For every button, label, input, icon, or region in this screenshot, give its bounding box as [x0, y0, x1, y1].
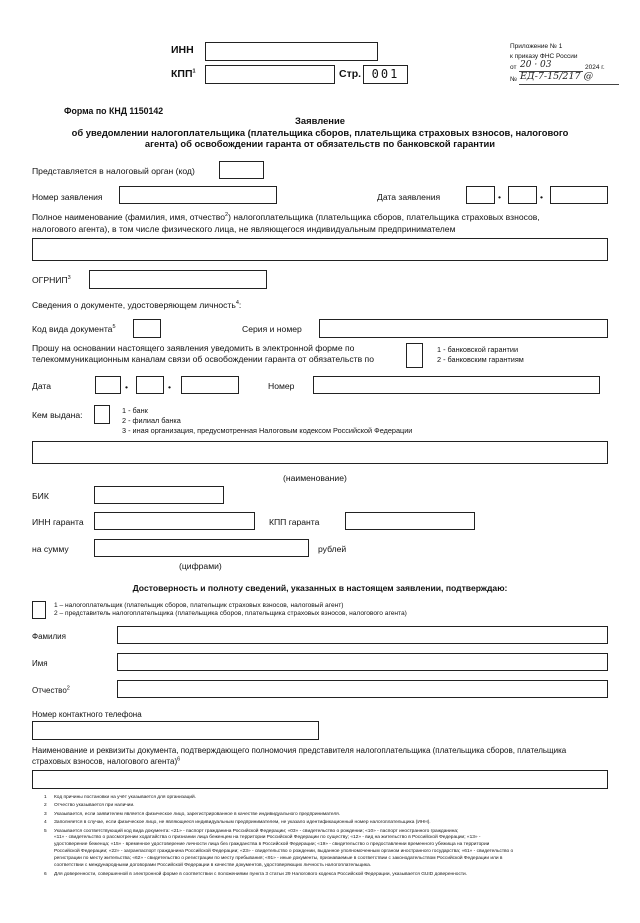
bik-label: БИК [32, 491, 49, 501]
ogrnip-field[interactable] [89, 270, 267, 289]
form-title [0, 115, 640, 150]
phone-field[interactable] [32, 721, 319, 740]
rep-doc-label-line1: Наименование и реквизиты документа, подтверждающего полномочия представителя налогоплательщика (плательщика сборов, плательщика [32, 746, 567, 755]
footnote: 4 Заполняется в случае, если физическое лицо, не являющееся индивидуальным предпринимателем, не указало идентификационный номер налогоплательщика (ИНН). [44, 820, 431, 826]
series-number-field[interactable] [319, 319, 608, 338]
appendix-ot: от [510, 64, 517, 71]
date-dot: • [125, 382, 129, 392]
bik-field[interactable] [94, 486, 224, 504]
date-dot: • [540, 192, 544, 202]
inn-label: ИНН [171, 44, 194, 56]
number-label: Номер [268, 381, 295, 391]
signer-type-field[interactable] [32, 601, 46, 619]
footnote: удостоверение беженца; «15» - временное удостоверение личности лица без гражданства в Российской Федерации; «19» - свидетельство о предоставлении временного убежища на территории [54, 842, 490, 848]
request-option-field[interactable] [406, 343, 423, 368]
date-dot: • [498, 192, 502, 202]
first-name-field[interactable] [117, 653, 608, 671]
guarantor-kpp-label: КПП гаранта [269, 517, 320, 527]
date-year-field[interactable] [181, 376, 239, 394]
footnote-list [32, 795, 608, 880]
application-date-label: Дата заявления [377, 192, 441, 202]
rubles-label: рублей [318, 544, 347, 554]
footnote: «11» - свидетельство о рассмотрении ходатайства о признании лица беженцем на территории Российской Федерации по существу; «12» - вид на жительство в Российской Федерации; «13» - [54, 835, 481, 841]
issuer-name-field[interactable] [32, 441, 608, 464]
number-field[interactable] [313, 376, 600, 394]
guarantor-inn-field[interactable] [94, 512, 255, 530]
tax-authority-label: Представляется в налоговый орган (код) [32, 166, 195, 176]
footnote: регистрации по месту жительства; «62» - свидетельство о регистрации по месту пребывания; «91» - иные документы, признаваемые в соответствии с законодательством Российской Федерации или в [54, 855, 503, 861]
guarantor-inn-label: ИНН гаранта [32, 517, 84, 527]
full-name-label-line2: налогового агента), в том числе физического лица, не являющегося индивидуальным предпринимателем [32, 224, 456, 234]
kpp-label: КПП$^1$ [171, 68, 196, 80]
page-label: Стр. [339, 68, 362, 80]
appendix-number-underline [519, 84, 619, 85]
page-number-field[interactable]: 001 [363, 65, 408, 84]
digits-caption: (цифрами) [179, 561, 222, 571]
surname-label: Фамилия [32, 632, 66, 641]
form-title-line2: об уведомлении налогоплательщика (плательщика сборов, плательщика страховых взносов, налогового [71, 126, 569, 138]
kpp-field[interactable] [205, 65, 335, 84]
identity-doc-label: Сведения о документе, удостоверяющем личность$^4$: [32, 300, 242, 310]
name-caption: (наименование) [283, 473, 347, 483]
inn-field[interactable] [205, 42, 378, 61]
first-name-label: Имя [32, 659, 48, 668]
footnote: соответствии с международными договорами Российской Федерации в качестве документов, удостоверяющих личность налогоплательщика. [54, 862, 372, 868]
amount-label: на сумму [32, 544, 69, 554]
issued-option2: 2 - филиал банка [122, 416, 181, 425]
patronymic-label: Отчество$^2$ [32, 685, 70, 695]
footnote: 2 Отчество указывается при наличии. [44, 803, 135, 809]
application-number-label: Номер заявления [32, 192, 103, 202]
application-date-year[interactable] [550, 186, 608, 204]
date-label: Дата [32, 381, 52, 391]
request-line2: телекоммуникационным каналам связи об освобождении гаранта от обязательств по [32, 354, 374, 364]
appendix-line1: Приложение № 1 [510, 43, 563, 50]
form-title-line3: агента) об освобождении гаранта от обязательств по банковской гарантии [144, 138, 496, 149]
issued-by-label: Кем выдана: [32, 410, 83, 420]
signer-option1: 1 – налогоплательщик (плательщик сборов, плательщик страховых взносов, налоговый агент) [54, 602, 344, 609]
request-line1: Прошу на основании настоящего заявления уведомить в электронной форме по [32, 343, 355, 353]
doc-type-code-label: Код вида документа$^5$ [32, 324, 116, 334]
form-title-line1: Заявление [295, 115, 345, 126]
appendix-date-handwritten: 20 · 03 [520, 60, 552, 70]
guarantor-kpp-field[interactable] [345, 512, 475, 530]
issued-option3: 3 - иная организация, предусмотренная Налоговым кодексом Российской Федерации [122, 426, 413, 435]
appendix-no: № [510, 76, 517, 83]
footnote: 3 Указывается, если заявителем является физическое лицо, зарегистрированное в качестве индивидуального предпринимателя. [44, 811, 341, 817]
form-code: Форма по КНД 1150142 [64, 106, 164, 116]
footnote: 1 Код причины постановки на учёт указывается для организаций. [44, 795, 197, 800]
tax-authority-field[interactable] [219, 161, 264, 179]
signer-option2: 2 – представитель налогоплательщика (плательщика сборов, плательщика страховых взносов, налогового агента) [54, 610, 407, 617]
issued-option1: 1 - банк [122, 406, 148, 415]
date-month-field[interactable] [136, 376, 164, 394]
ogrnip-label: ОГРНИП$^3$ [32, 275, 71, 285]
amount-field[interactable] [94, 539, 309, 557]
footnote: 6 Для доверенности, совершенной в электронной форме в соответствии с положениями пункта 3 статьи 29 Налогового кодекса Российской Федерации, указывается GUID доверенности. [44, 871, 468, 877]
date-day-field[interactable] [95, 376, 121, 394]
surname-field[interactable] [117, 626, 608, 644]
application-date-day[interactable] [466, 186, 495, 204]
application-number-field[interactable] [119, 186, 277, 204]
patronymic-field[interactable] [117, 680, 608, 698]
full-name-label-line1: Полное наименование (фамилия, имя, отчество$^2$) налогоплательщика (плательщика сборов, плательщика страховых взносов, [32, 212, 540, 222]
appendix-number-handwritten: ЕД-7-15/217 @ [520, 71, 594, 82]
footnote: Российской Федерации; «22» - загранпаспорт гражданина Российской Федерации; «23» - свидетельство о рождении, выданное уполномоченным органом иностранного государства; «61» - свидетельство о [54, 848, 514, 854]
appendix-year: 2024 г. [585, 64, 605, 71]
doc-type-code-field[interactable] [133, 319, 161, 338]
confirmation-heading: Достоверность и полноту сведений, указанных в настоящем заявлении, подтверждаю: [132, 583, 508, 593]
appendix-line2: к приказу ФНС России [510, 53, 578, 60]
request-option2: 2 - банковским гарантиям [437, 355, 524, 364]
issued-by-field[interactable] [94, 405, 110, 424]
footnotes [32, 795, 608, 905]
date-dot: • [168, 382, 172, 392]
series-number-label: Серия и номер [242, 324, 302, 334]
rep-doc-label-line2: страховых взносов, налогового агента)$^6$ [32, 756, 181, 766]
request-option1: 1 - банковской гарантии [437, 345, 519, 354]
phone-label: Номер контактного телефона [32, 710, 142, 719]
rep-doc-field[interactable] [32, 770, 608, 789]
application-date-month[interactable] [508, 186, 537, 204]
footnote: 5 Указывается соответствующий код вида документа: «21» - паспорт гражданина Российской Федерации; «03» - свидетельство о рождении; «10» - паспорт иностранного гражданина; [44, 828, 459, 834]
full-name-field[interactable] [32, 238, 608, 261]
